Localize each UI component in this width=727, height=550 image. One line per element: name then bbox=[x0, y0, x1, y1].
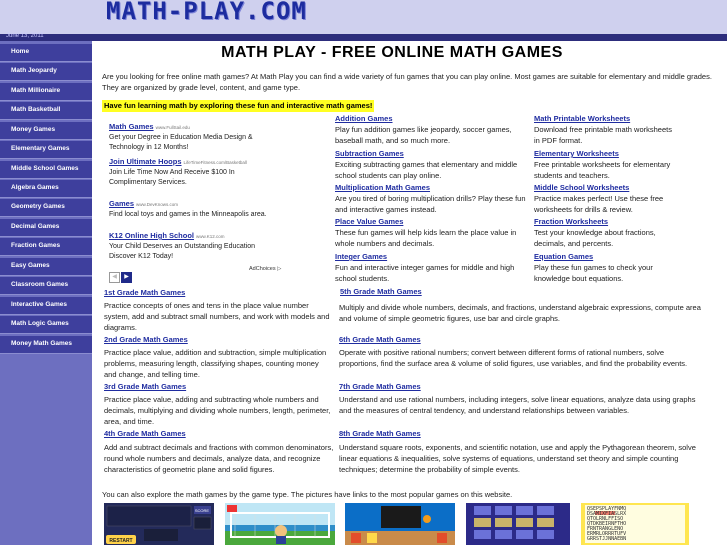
topic-description: Exciting subtracting games that elementary and middle school students can play online. bbox=[335, 160, 518, 180]
site-logo[interactable]: MATH-PLAY.COM bbox=[106, 0, 307, 25]
sidebar-item-fraction-games[interactable] bbox=[0, 238, 92, 256]
sidebar-item-label: Fraction Games bbox=[11, 242, 61, 249]
grade-item bbox=[104, 334, 332, 380]
game-thumbnail-word-puzzle[interactable] bbox=[581, 503, 689, 545]
score-label: SCORE bbox=[194, 508, 210, 513]
basketball-game-image bbox=[345, 503, 455, 545]
worksheet-link[interactable]: Middle School Worksheets bbox=[534, 183, 630, 192]
ad-source: www.FullSail.edu bbox=[155, 125, 190, 130]
game-thumbnail-jeopardy[interactable] bbox=[104, 503, 214, 545]
puzzle-row: ERMRLORRRTUFV bbox=[587, 531, 627, 537]
worksheet-description: Test your knowledge about fractions, decimals, and percents. bbox=[534, 228, 656, 248]
topic-description: These fun games will help kids learn the place value in whole numbers and decimals. bbox=[335, 228, 517, 248]
grade-description: Practice place value, adding and subtracting whole numbers and decimals, multiplying and dividing whole numbers, length, perimeter, area, and time. bbox=[104, 395, 331, 426]
grade-item bbox=[339, 381, 704, 416]
game-thumbnail-millionaire[interactable] bbox=[466, 503, 570, 545]
sidebar-item-label: Math Logic Games bbox=[11, 320, 69, 327]
ad-source: www.DevKnows.com bbox=[136, 202, 179, 207]
puzzle-row: FRNTRANGLENO bbox=[587, 526, 624, 532]
worksheet-item bbox=[534, 251, 674, 284]
sidebar-item-geometry-games[interactable] bbox=[0, 199, 92, 217]
game-type-text: You can also explore the math games by the game type. The pictures have links to the most popular games on this website. bbox=[102, 490, 513, 499]
grade-item bbox=[104, 428, 340, 475]
sidebar-item-label: Interactive Games bbox=[11, 301, 68, 308]
soccer-game-image bbox=[225, 503, 335, 545]
topic-link[interactable]: Integer Games bbox=[335, 252, 388, 261]
worksheet-item bbox=[534, 182, 674, 215]
sidebar-item-money-games[interactable] bbox=[0, 122, 92, 140]
sidebar-item-math-jeopardy[interactable] bbox=[0, 63, 92, 81]
grade-link[interactable]: 2nd Grade Math Games bbox=[104, 335, 188, 344]
grade-link[interactable]: 6th Grade Math Games bbox=[339, 335, 421, 344]
ad-item bbox=[109, 122, 279, 152]
grade-link[interactable]: 1st Grade Math Games bbox=[104, 288, 186, 297]
topic-description: Are you tired of boring multiplication drills? Play these fun and interactive games instead. bbox=[335, 194, 526, 214]
sidebar-item-math-basketball[interactable] bbox=[0, 102, 92, 120]
grade-item bbox=[104, 381, 332, 427]
ad-title-link[interactable]: Join Ultimate Hoops bbox=[109, 157, 182, 166]
next-arrow-icon[interactable]: ▶ bbox=[121, 272, 132, 283]
worksheet-item bbox=[534, 148, 674, 181]
worksheet-link[interactable]: Elementary Worksheets bbox=[534, 149, 619, 158]
sidebar-item-label: Decimal Games bbox=[11, 223, 60, 230]
header-bar bbox=[0, 0, 727, 34]
ad-description: Find local toys and games in the Minneapolis area. bbox=[109, 211, 267, 218]
puzzle-row: QSEPSPLAYFNMQ bbox=[587, 506, 627, 512]
sidebar-item-algebra-games[interactable] bbox=[0, 180, 92, 198]
sidebar-item-label: Math Basketball bbox=[11, 106, 61, 113]
game-thumbnail-basketball[interactable] bbox=[345, 503, 455, 545]
restart-label: RESTART bbox=[109, 538, 133, 544]
topic-item bbox=[335, 182, 531, 215]
sidebar-item-money-math-games[interactable] bbox=[0, 336, 92, 354]
puzzle-row: QTOLRNLFFISO bbox=[587, 516, 624, 522]
worksheet-link[interactable]: Equation Games bbox=[534, 252, 594, 261]
grade-link[interactable]: 7th Grade Math Games bbox=[339, 382, 421, 391]
puzzle-row: GRRSTJJNNAEBN bbox=[587, 536, 627, 542]
grade-link[interactable]: 3rd Grade Math Games bbox=[104, 382, 187, 391]
ad-title-link[interactable]: Math Games bbox=[109, 122, 154, 131]
ad-description: Get your Degree in Education Media Design & Technology in 12 Months! bbox=[109, 134, 253, 151]
topic-description: Play fun addition games like jeopardy, soccer games, baseball math, and so much more. bbox=[335, 125, 512, 145]
topic-item bbox=[335, 113, 531, 146]
topic-item bbox=[335, 148, 531, 181]
worksheet-description: Play these fun games to check your knowledge bout equations. bbox=[534, 263, 653, 283]
topic-link[interactable]: Multiplication Math Games bbox=[335, 183, 431, 192]
ad-item bbox=[109, 199, 279, 220]
sidebar-item-label: Middle School Games bbox=[11, 165, 79, 172]
intro-text: Are you looking for free online math games? At Math Play you can find a wide variety of fun games that you can play online. Most games are suitable for elementary and middle grades. They are organized by grade level, content, and game type. bbox=[102, 72, 712, 92]
topic-link[interactable]: Addition Games bbox=[335, 114, 393, 123]
topic-link[interactable]: Subtraction Games bbox=[335, 149, 404, 158]
grade-description: Multiply and divide whole numbers, decimals, and fractions, understand algebraic expressions, compute area and volume of simple geometric figures, use bar and circle graphs. bbox=[339, 303, 701, 323]
ad-description: Your Child Deserves an Outstanding Education Discover K12 Today! bbox=[109, 243, 256, 260]
worksheet-item bbox=[534, 113, 674, 146]
puzzle-row: QTDKBEIRNFTHO bbox=[587, 521, 627, 527]
puzzle-row: DSAMIXFIASLRX bbox=[587, 511, 627, 517]
sidebar-item-classroom-games[interactable] bbox=[0, 277, 92, 295]
sidebar-item-home[interactable] bbox=[0, 44, 92, 62]
sidebar-item-label: Math Millionaire bbox=[11, 87, 61, 94]
grade-item bbox=[104, 287, 332, 333]
sidebar-item-easy-games[interactable] bbox=[0, 258, 92, 276]
sidebar-item-decimal-games[interactable] bbox=[0, 219, 92, 237]
millionaire-game-image bbox=[466, 503, 570, 545]
sidebar-item-middle-school-games[interactable] bbox=[0, 161, 92, 179]
ad-source: www.K12.com bbox=[196, 234, 225, 239]
ad-source: LifeTimeFitness.com/Basketball bbox=[183, 160, 247, 165]
grade-description: Practice concepts of ones and tens in the place value number system, add and subtract small numbers, and work with models and diagrams. bbox=[104, 301, 330, 332]
sidebar-item-label: Home bbox=[11, 48, 30, 55]
game-thumbnail-soccer[interactable] bbox=[225, 503, 335, 545]
worksheet-description: Download free printable math worksheets in PDF format. bbox=[534, 125, 672, 145]
ad-nav bbox=[109, 265, 133, 283]
sidebar-item-math-millionaire[interactable] bbox=[0, 83, 92, 101]
worksheet-description: Practice makes perfect! Use these free worksheets for drills & review. bbox=[534, 194, 664, 214]
sidebar-item-label: Geometry Games bbox=[11, 203, 65, 210]
sidebar-nav bbox=[0, 41, 92, 545]
grade-link[interactable]: 5th Grade Math Games bbox=[340, 287, 422, 296]
worksheet-description: Free printable worksheets for elementary students and teachers. bbox=[534, 160, 671, 180]
grade-description: Understand and use rational numbers, including integers, solve linear equations, analyze data using graphs and the measures of central tendency, and understand relationships between variables. bbox=[339, 395, 696, 415]
ad-item bbox=[109, 157, 279, 187]
sidebar-item-label: Easy Games bbox=[11, 262, 50, 269]
worksheet-item bbox=[534, 216, 674, 249]
word-puzzle-image bbox=[581, 503, 689, 545]
grade-link[interactable]: 4th Grade Math Games bbox=[104, 429, 186, 438]
date-bar bbox=[0, 34, 727, 41]
sidebar-item-label: Elementary Games bbox=[11, 145, 70, 152]
highlight-text: Have fun learning math by exploring these fun and interactive math games! bbox=[104, 101, 373, 110]
topic-description: Fun and interactive integer games for middle and high school students. bbox=[335, 263, 515, 283]
sidebar-item-elementary-games[interactable] bbox=[0, 141, 92, 159]
ad-title-link[interactable]: Games bbox=[109, 199, 135, 208]
ad-item bbox=[109, 231, 279, 261]
ad-title-link[interactable]: K12 Online High School bbox=[109, 231, 195, 240]
sidebar-item-label: Classroom Games bbox=[11, 281, 69, 288]
grade-description: Practice place value, addition and subtraction, simple multiplication problems, measuring length, classifying shapes, counting money and change, and telling time. bbox=[104, 348, 327, 379]
grade-item bbox=[339, 334, 704, 369]
sidebar-item-label: Money Games bbox=[11, 126, 56, 133]
sidebar-item-interactive-games[interactable] bbox=[0, 297, 92, 315]
page-title: MATH PLAY - FREE ONLINE MATH GAMES bbox=[221, 44, 563, 61]
grade-item bbox=[339, 428, 704, 475]
sidebar-item-math-logic-games[interactable] bbox=[0, 316, 92, 334]
worksheet-link[interactable]: Math Printable Worksheets bbox=[534, 114, 631, 123]
topic-link[interactable]: Place Value Games bbox=[335, 217, 404, 226]
main-content bbox=[92, 41, 727, 545]
prev-arrow-icon[interactable]: ◀ bbox=[109, 272, 120, 283]
jeopardy-game-image bbox=[104, 503, 214, 545]
current-date: June 13, 2011 bbox=[6, 33, 44, 39]
sidebar-item-label: Algebra Games bbox=[11, 184, 59, 191]
ad-description: Join Life Time Now And Receive $100 In Complimentary Services. bbox=[109, 169, 235, 186]
grade-link[interactable]: 8th Grade Math Games bbox=[339, 429, 421, 438]
topic-item bbox=[335, 216, 531, 249]
sidebar-item-label: Money Math Games bbox=[11, 340, 73, 347]
sidebar-item-label: Math Jeopardy bbox=[11, 67, 57, 74]
adchoices-label[interactable]: AdChoices ▷ bbox=[249, 266, 282, 272]
worksheet-link[interactable]: Fraction Worksheets bbox=[534, 217, 609, 226]
grade-description: Add and subtract decimals and fractions with common denominators, round whole numbers and decimals, analyze data, and recognize characteristics of geometric plane and solid figures. bbox=[104, 443, 334, 474]
grade-item bbox=[339, 286, 704, 324]
topic-item bbox=[335, 251, 531, 284]
grade-description: Understand square roots, exponents, and scientific notation, use and apply the Pythagorean theorem, solve linear equations & inequalities, solve systems of equations, understand set theory and simple counting techniques; determine the probability of simple events. bbox=[339, 443, 696, 474]
grade-description: Operate with positive rational numbers; convert between different forms of rational numbers, solve proportions, find the surface area & volume of solid figures, use variables, and find the probability events. bbox=[339, 348, 688, 368]
